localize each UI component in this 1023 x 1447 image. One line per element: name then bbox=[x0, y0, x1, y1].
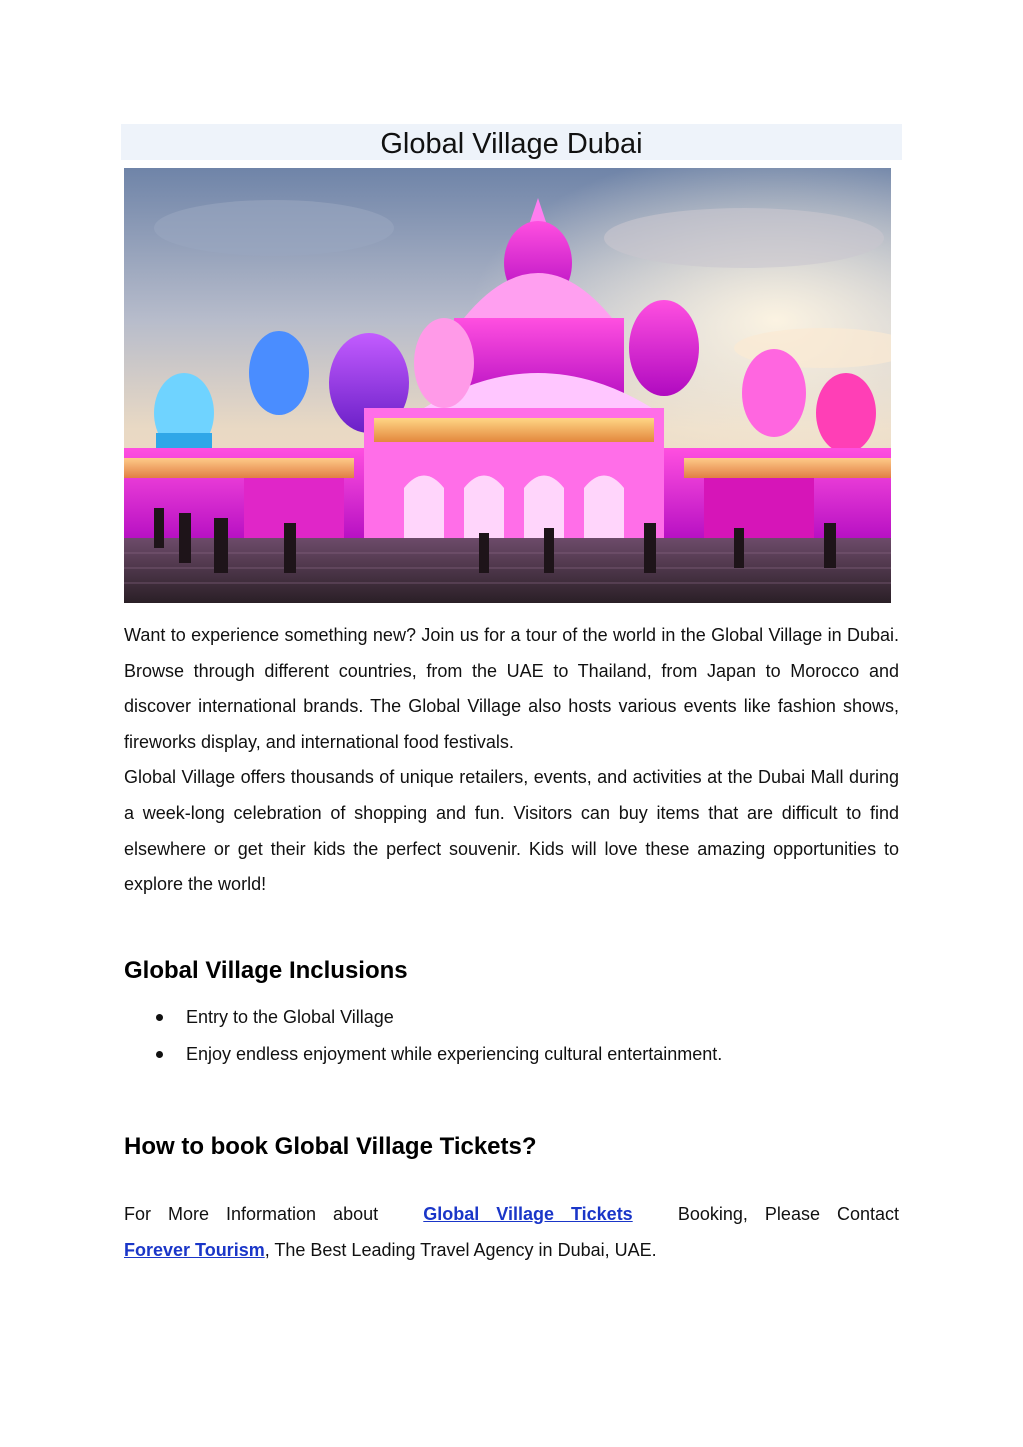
page-title: Global Village Dubai bbox=[380, 128, 643, 160]
bullet-icon bbox=[156, 1014, 163, 1021]
contact-line bbox=[124, 1232, 899, 1268]
global-village-pavilion-photo-icon bbox=[124, 168, 891, 603]
intro-paragraph: Global Village offers thousands of unique retailers, events, and activities at the Dubai Mall during a week-long celebration of shopping and fun. Visitors can buy items that are difficult to find elsewhere or get their kids the perfect souvenir. Kids will love these amazing opportunities to explore the world! bbox=[124, 767, 899, 895]
contact-text-after-link: Booking, Please Contact bbox=[677, 1204, 899, 1224]
title-bar bbox=[121, 124, 902, 160]
list-item bbox=[124, 999, 904, 1036]
contact-text-before-link: For More Information about bbox=[124, 1204, 379, 1224]
forever-tourism-link[interactable]: Forever Tourism bbox=[124, 1240, 265, 1260]
bullet-icon bbox=[156, 1051, 163, 1058]
contact-text-end: , The Best Leading Travel Agency in Dubai, UAE. bbox=[264, 1240, 657, 1260]
list-item-text: Entry to the Global Village bbox=[186, 1007, 394, 1027]
contact-line bbox=[124, 1196, 899, 1232]
global-village-tickets-link[interactable]: Global Village Tickets bbox=[423, 1204, 633, 1224]
booking-heading: How to book Global Village Tickets? bbox=[124, 1133, 537, 1160]
intro-text bbox=[124, 618, 899, 903]
intro-paragraph: Want to experience something new? Join us for a tour of the world in the Global Village in Dubai. Browse through different countries, from the UAE to Thailand, from Japan to Morocco and discover international brands. The Global Village also hosts various events like fashion shows, fireworks display, and international food festivals. bbox=[124, 625, 899, 752]
list-item bbox=[124, 1036, 904, 1073]
hero-image bbox=[124, 168, 891, 603]
list-item-text: Enjoy endless enjoyment while experiencing cultural entertainment. bbox=[186, 1044, 723, 1064]
inclusions-heading: Global Village Inclusions bbox=[124, 957, 408, 984]
inclusions-list bbox=[124, 999, 904, 1073]
booking-contact-text bbox=[124, 1196, 899, 1268]
